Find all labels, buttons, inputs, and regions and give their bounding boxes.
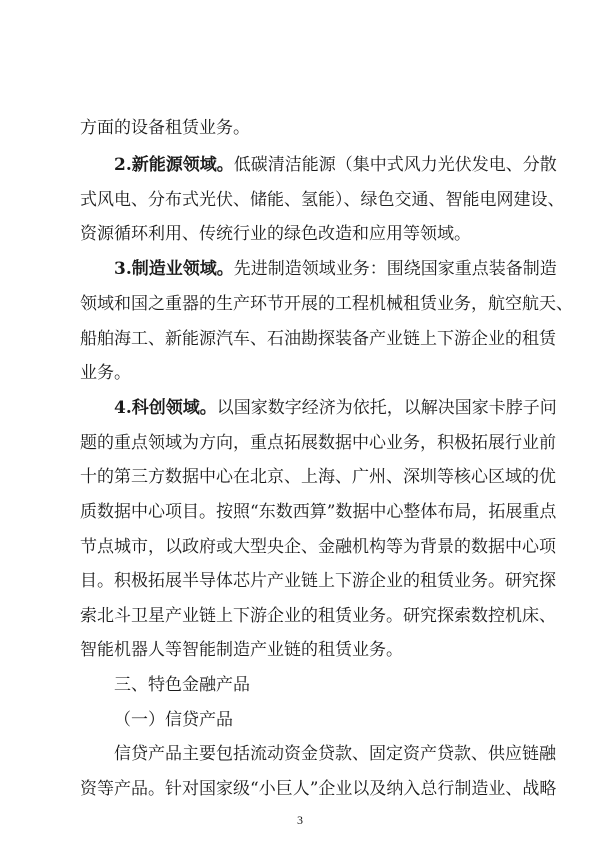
text-line: 先进制造领域业务：围绕国家重点装备制造 bbox=[233, 259, 557, 279]
text-line: 质数据中心项目。按照“东数西算”数据中心整体布局，拓展重点 bbox=[80, 502, 557, 522]
paragraph-credit-line-2 bbox=[80, 777, 557, 801]
text-line: 十的第三方数据中心在北京、上海、广州、深圳等核心区域的优 bbox=[80, 467, 556, 487]
paragraph-tech-innovation-line-5 bbox=[80, 535, 556, 559]
text-line: 领域和国之重器的生产环节开展的工程机械租赁业务，航空航天、 bbox=[80, 294, 573, 314]
text-line: 资等产品。针对国家级“小巨人”企业以及纳入总行制造业、战略 bbox=[80, 779, 557, 799]
subsection-heading bbox=[114, 708, 540, 732]
text-line: 目。积极拓展半导体芯片产业链上下游企业的租赁业务。研究探 bbox=[80, 571, 556, 591]
text-line: 以国家数字经济为依托，以解决国家卡脖子问 bbox=[216, 398, 557, 418]
paragraph-tech-innovation-line-6 bbox=[80, 569, 556, 593]
paragraph-new-energy-line-3 bbox=[80, 222, 540, 246]
text-line: 业务。 bbox=[80, 363, 131, 383]
text-line: 节点城市，以政府或大型央企、金融机构等为背景的数据中心项 bbox=[80, 537, 556, 557]
text-line: 智能机器人等智能制造产业链的租赁业务。 bbox=[80, 640, 403, 660]
paragraph-new-energy-line-2 bbox=[80, 188, 565, 212]
section-heading bbox=[114, 673, 540, 697]
text-line: 信贷产品主要包括流动资金贷款、固定资产贷款、供应链融 bbox=[114, 744, 556, 764]
paragraph-heading-manufacturing: 3.制造业领域。 bbox=[114, 259, 234, 279]
paragraph-credit-line-1 bbox=[114, 742, 556, 766]
paragraph-tech-innovation-line-4 bbox=[80, 500, 557, 524]
subsection-heading-text: （一）信贷产品 bbox=[114, 710, 233, 730]
paragraph-heading-new-energy: 2.新能源领域。 bbox=[114, 155, 234, 175]
text-line: 低碳清洁能源（集中式风力光伏发电、分散 bbox=[233, 155, 557, 175]
paragraph-tech-innovation-line-2 bbox=[80, 431, 556, 455]
paragraph-tech-innovation-line-3 bbox=[80, 465, 556, 489]
text-line: 船舶海工、新能源汽车、石油勘探装备产业链上下游企业的租赁 bbox=[80, 329, 556, 349]
paragraph-manufacturing-line-4 bbox=[80, 361, 540, 385]
text-line: 资源循环利用、传统行业的绿色改造和应用等领域。 bbox=[80, 224, 471, 244]
text-line: 索北斗卫星产业链上下游企业的租赁业务。研究探索数控机床、 bbox=[80, 606, 556, 626]
paragraph-heading-tech-innovation: 4.科创领域。 bbox=[114, 398, 217, 418]
section-heading-text: 三、特色金融产品 bbox=[114, 675, 250, 695]
paragraph-new-energy-line-1 bbox=[114, 153, 557, 177]
paragraph-tech-innovation-line-7 bbox=[80, 604, 556, 628]
paragraph-manufacturing-line-3 bbox=[80, 327, 556, 351]
paragraph-tech-innovation-line-1 bbox=[114, 396, 557, 420]
page-number: 3 bbox=[297, 813, 303, 827]
text-line: 方面的设备租赁业务。 bbox=[80, 118, 250, 138]
paragraph-manufacturing-line-1 bbox=[114, 257, 557, 281]
paragraph-tech-innovation-line-8 bbox=[80, 638, 540, 662]
text-line: 题的重点领域为方向，重点拓展数据中心业务，积极拓展行业前 bbox=[80, 433, 556, 453]
text-line: 式风电、分布式光伏、储能、氢能）、绿色交通、智能电网建设、 bbox=[80, 190, 565, 210]
paragraph-manufacturing-line-2 bbox=[80, 292, 573, 316]
paragraph-continuation-line bbox=[80, 116, 540, 140]
